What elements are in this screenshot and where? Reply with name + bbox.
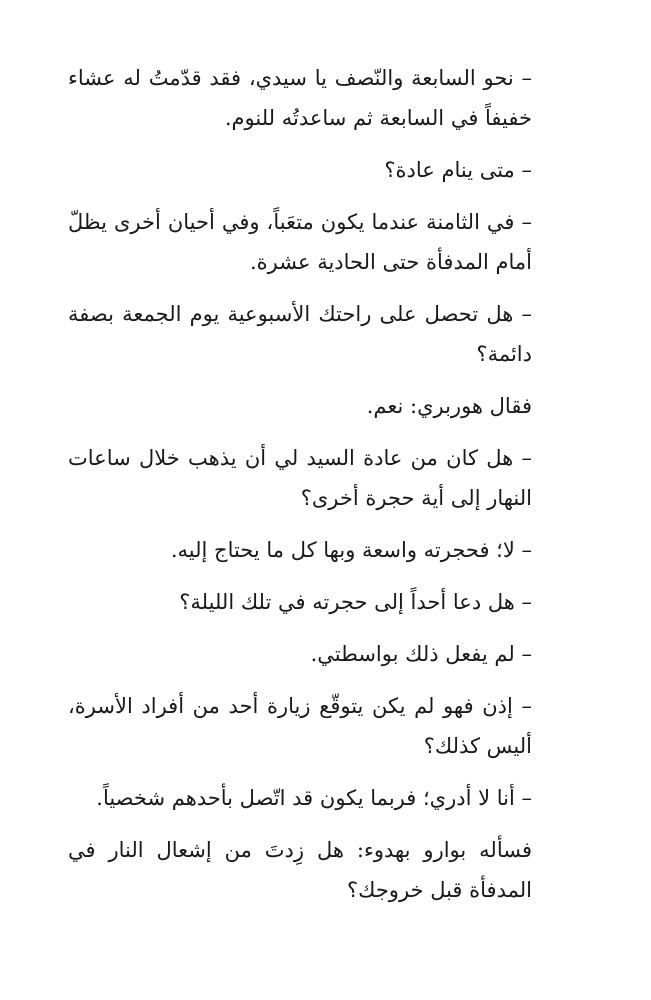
paragraph: فسأله بوارو بهدوء: هل زِدتَ من إشعال النار في المدفأة قبل خروجك؟ [68,838,532,902]
paragraph: – هل دعا أحداً إلى حجرته في تلك الليلة؟ [179,590,532,614]
paragraph: فقال هوربري: نعم. [366,394,532,418]
paragraph: – هل كان من عادة السيد لي أن يذهب خلال ساعات النهار إلى أية حجرة أخرى؟ [68,446,532,510]
book-page [68,58,558,922]
paragraph: – إذن فهو لم يكن يتوقّع زيارة أحد من أفراد الأسرة، أليس كذلك؟ [68,694,532,758]
paragraph: – لا؛ فحجرته واسعة وبها كل ما يحتاج إليه. [170,538,532,562]
paragraph: – متى ينام عادة؟ [384,158,532,182]
paragraph: – هل تحصل على راحتك الأسبوعية يوم الجمعة بصفة دائمة؟ [68,302,532,366]
paragraph: – في الثامنة عندما يكون متعَباً، وفي أحيان أخرى يظلّ أمام المدفأة حتى الحادية عشرة. [68,210,532,274]
paragraph: – لم يفعل ذلك بواسطتي. [310,642,532,666]
paragraph: – نحو السابعة والنّصف يا سيدي، فقد قدّمتُ له عشاء خفيفاً في السابعة ثم ساعدتُه للنوم. [68,66,532,130]
paragraph: – أنا لا أدري؛ فربما يكون قد اتّصل بأحدهم شخصياً. [96,786,532,810]
